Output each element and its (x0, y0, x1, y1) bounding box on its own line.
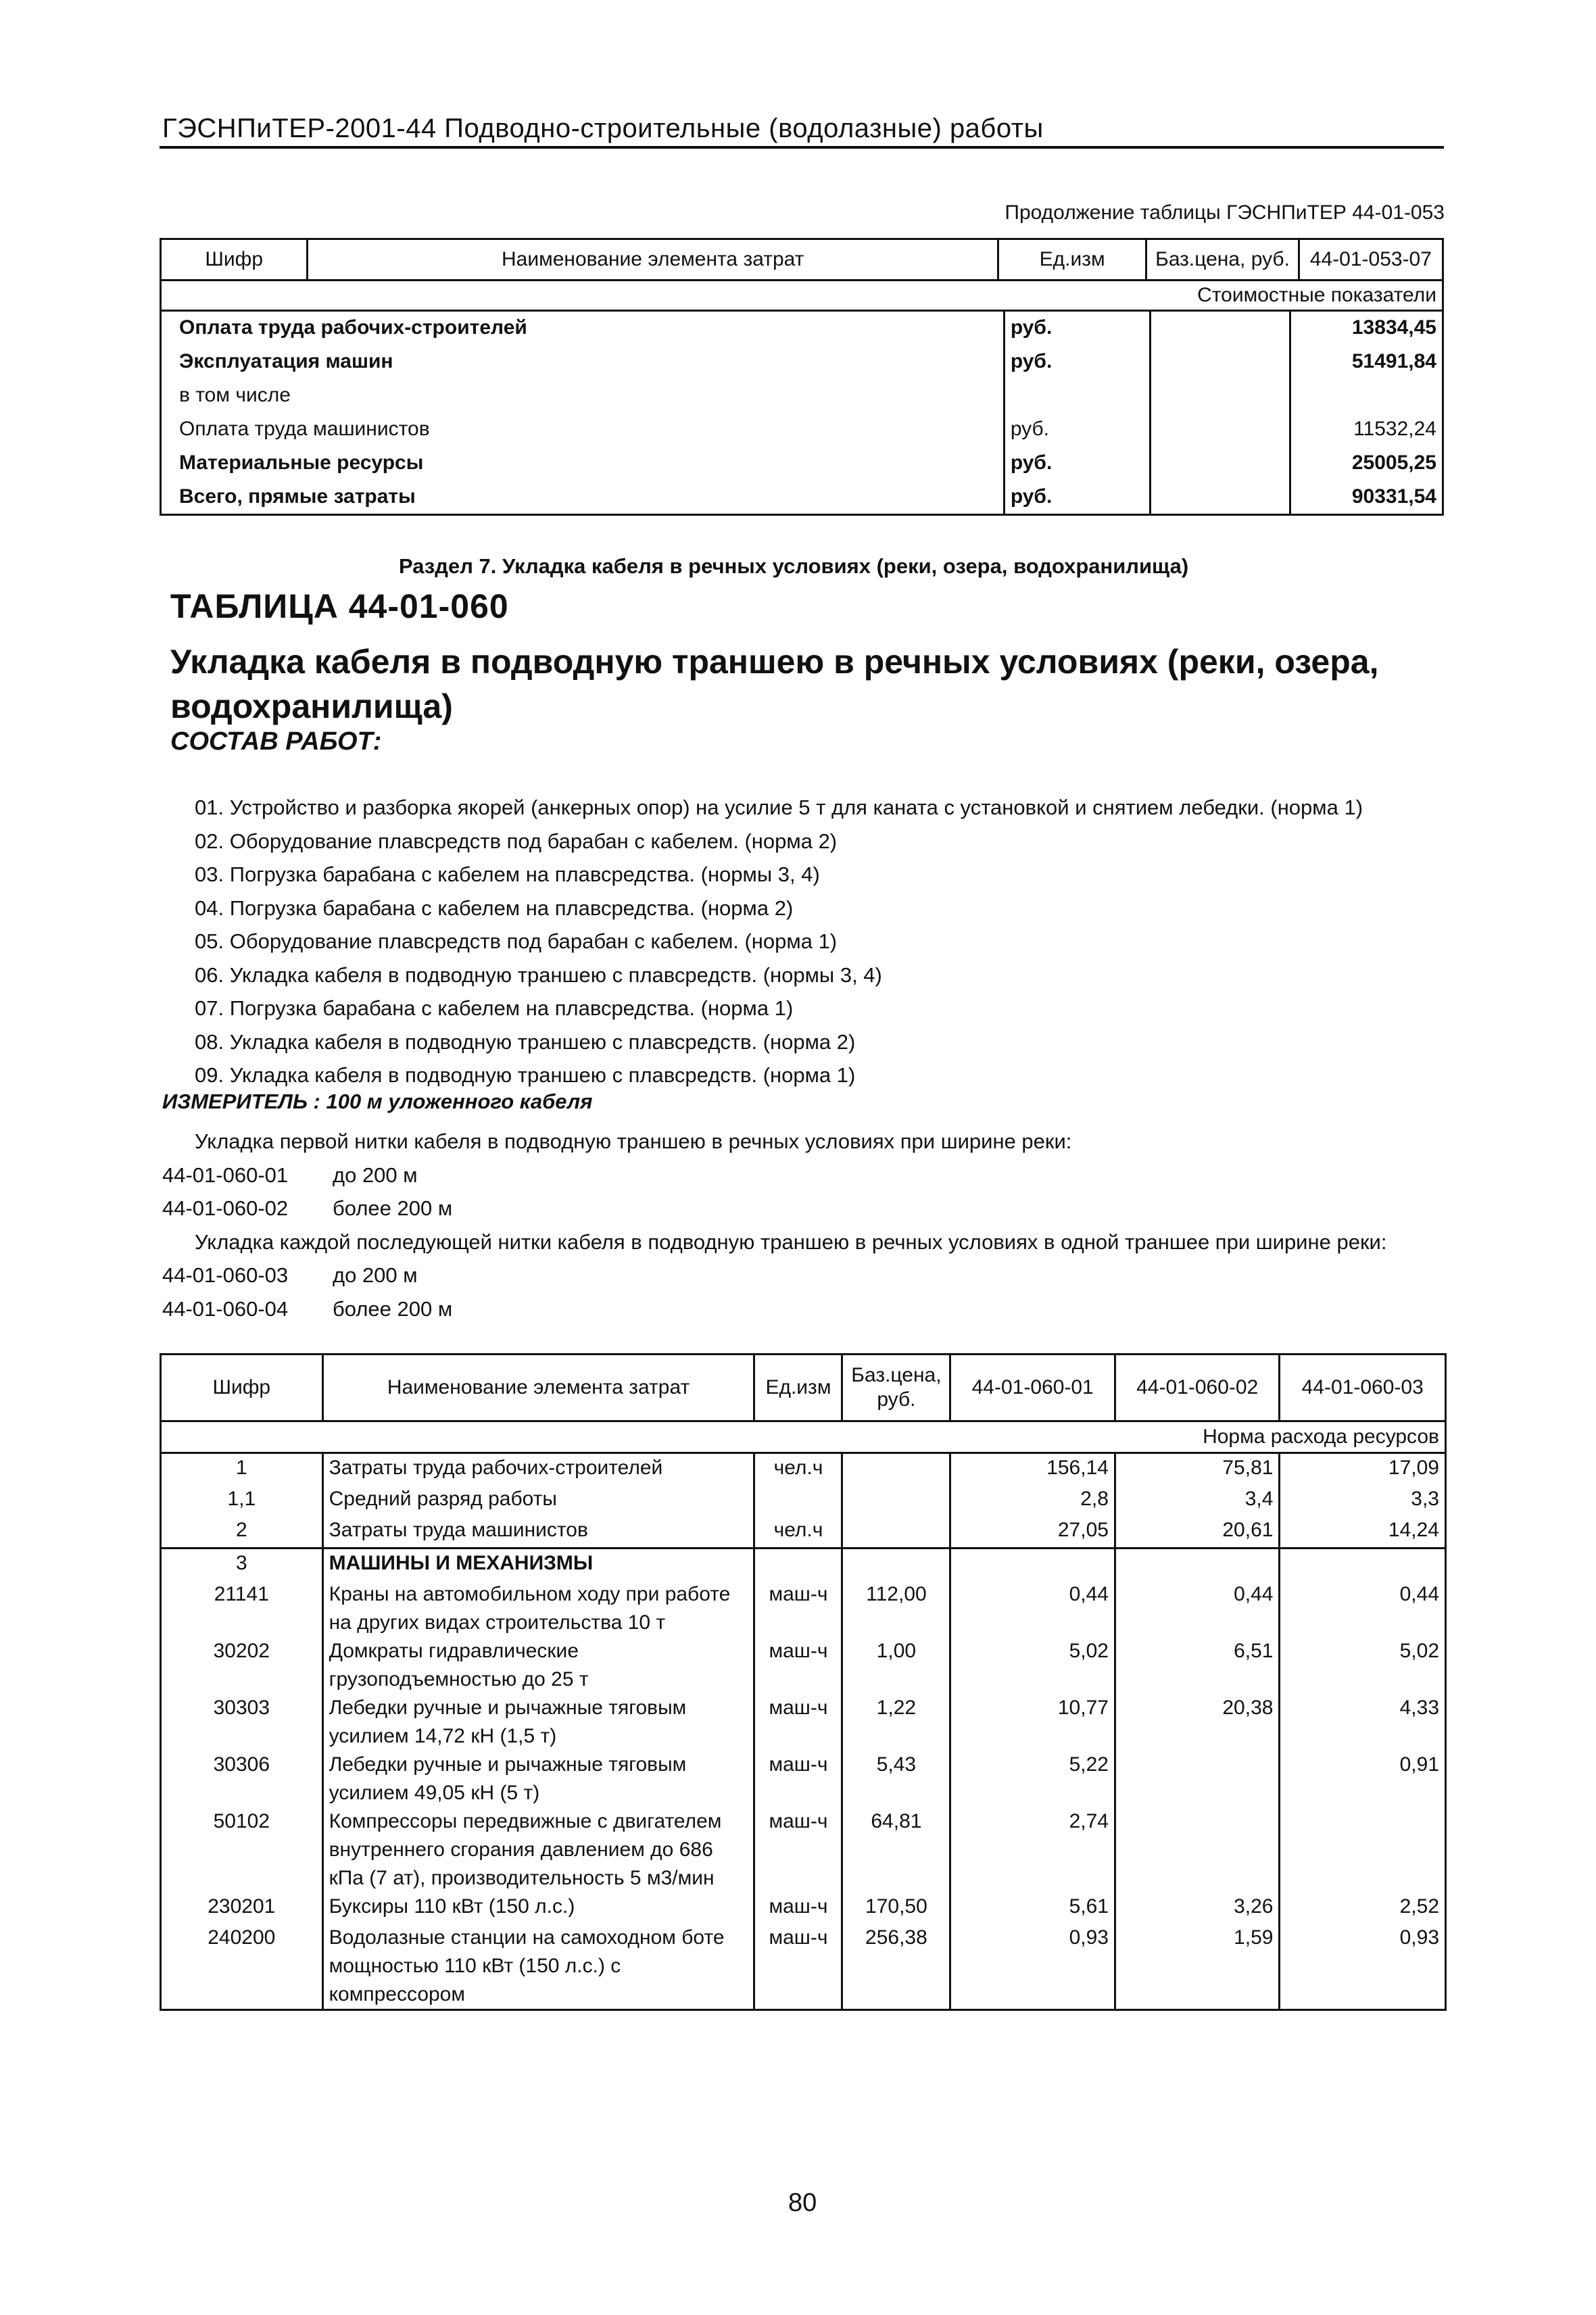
base-price-cell (842, 1549, 950, 1581)
unit-cell: маш-ч (754, 1807, 842, 1893)
table-row (161, 1485, 1446, 1516)
variant-item (162, 1159, 1386, 1192)
resource-name-cell: Лебедки ручные и рычажные тяговым усилием 14,72 кН (1,5 т) (322, 1694, 754, 1751)
norm-value-cell: 0,44 (950, 1580, 1115, 1637)
code-cell: 1 (161, 1453, 323, 1486)
header-cell: Наименование элемента затрат (308, 239, 998, 281)
unit-cell (1004, 379, 1150, 412)
norm-value-cell (950, 1549, 1115, 1581)
table-row (161, 1807, 1446, 1893)
code-cell: 21141 (161, 1580, 323, 1637)
code-cell: 240200 (161, 1924, 323, 2010)
norm-value-cell (1115, 1751, 1280, 1807)
cost-name-cell: Оплата труда рабочих-строителей (161, 311, 1005, 345)
table-row (161, 1924, 1446, 2010)
table-row (161, 1516, 1446, 1549)
subheader-cell: Норма расхода ресурсов (161, 1421, 1446, 1453)
header-cell: 44-01-060-02 (1115, 1355, 1280, 1421)
variant-text: до 200 м (333, 1163, 418, 1187)
header-cell: 44-01-060-03 (1280, 1355, 1446, 1421)
table-row (161, 345, 1443, 379)
norm-value-cell: 3,3 (1280, 1485, 1446, 1516)
unit-cell: маш-ч (754, 1924, 842, 2010)
base-price-cell (1151, 480, 1290, 515)
table-subheader-row (161, 1421, 1446, 1453)
unit-cell: маш-ч (754, 1751, 842, 1807)
norm-value-cell: 4,33 (1280, 1694, 1446, 1751)
base-price-cell: 1,00 (842, 1637, 950, 1694)
base-price-cell: 170,50 (842, 1893, 950, 1924)
header-cell: Баз.цена, руб. (1146, 239, 1299, 281)
work-item: 01. Устройство и разборка якорей (анкерных опор) на усилие 5 т для каната с установкой и снятием лебедки. (норма 1) (195, 796, 1363, 819)
work-item: 05. Оборудование плавсредств под барабан с кабелем. (норма 1) (195, 929, 838, 953)
resource-name-cell: Водолазные станции на самоходном боте мощностью 110 кВт (150 л.с.) с компрессором (322, 1924, 754, 2010)
base-price-cell: 256,38 (842, 1924, 950, 2010)
cost-name-cell: Материальные ресурсы (161, 446, 1005, 480)
base-price-cell (842, 1453, 950, 1486)
resource-name-cell: МАШИНЫ И МЕХАНИЗМЫ (322, 1549, 754, 1581)
norm-value-cell: 1,59 (1115, 1924, 1280, 2010)
unit-cell: руб. (1004, 345, 1150, 379)
base-price-cell (1151, 446, 1290, 480)
base-price-cell (1151, 311, 1290, 345)
norm-value-cell: 5,02 (1280, 1637, 1446, 1694)
variant-item (162, 1292, 1386, 1326)
norm-value-cell: 0,93 (950, 1924, 1115, 2010)
code-cell: 230201 (161, 1893, 323, 1924)
work-item: 07. Погрузка барабана с кабелем на плавсредства. (норма 1) (195, 996, 794, 1020)
code-cell: 30303 (161, 1694, 323, 1751)
variant-text: до 200 м (333, 1263, 418, 1287)
variant-intro: Укладка каждой последующей нитки кабеля в подводную траншею в речных условиях в одной траншее при ширине реки: (195, 1229, 1387, 1254)
value-cell: 11532,24 (1290, 412, 1443, 446)
variants-list (162, 1125, 1386, 1325)
cost-name-cell: Оплата труда машинистов (161, 412, 1005, 446)
base-price-cell (1151, 412, 1290, 446)
norm-value-cell: 0,44 (1115, 1580, 1280, 1637)
unit-cell: руб. (1004, 412, 1150, 446)
unit-cell: руб. (1004, 480, 1150, 515)
resource-name-cell: Лебедки ручные и рычажные тяговым усилием 49,05 кН (5 т) (322, 1751, 754, 1807)
resource-name-cell: Буксиры 110 кВт (150 л.с.) (322, 1893, 754, 1924)
unit-cell (754, 1485, 842, 1516)
variant-code: 44-01-060-02 (162, 1196, 289, 1220)
norm-value-cell (1115, 1807, 1280, 1893)
value-cell: 25005,25 (1290, 446, 1443, 480)
base-price-cell (842, 1516, 950, 1549)
unit-cell: маш-ч (754, 1694, 842, 1751)
norm-value-cell: 5,61 (950, 1893, 1115, 1924)
unit-cell: чел.ч (754, 1453, 842, 1486)
header-cell: 44-01-053-07 (1299, 239, 1443, 281)
unit-cell: руб. (1004, 311, 1150, 345)
work-item: 04. Погрузка барабана с кабелем на плавсредства. (норма 2) (195, 896, 794, 920)
code-cell: 1,1 (161, 1485, 323, 1516)
norm-value-cell: 20,38 (1115, 1694, 1280, 1751)
table-row (161, 1751, 1446, 1807)
cost-name-cell: Эксплуатация машин (161, 345, 1005, 379)
resource-name-cell: Домкраты гидравлические грузоподъемностью до 25 т (322, 1637, 754, 1694)
norm-value-cell (1115, 1549, 1280, 1581)
norm-value-cell: 3,4 (1115, 1485, 1280, 1516)
work-item: 06. Укладка кабеля в подводную траншею с плавсредств. (нормы 3, 4) (195, 962, 882, 987)
resource-name-cell: Затраты труда рабочих-строителей (322, 1453, 754, 1486)
table-title: Укладка кабеля в подводную траншею в речных условиях (реки, озера, водохранилища) (170, 643, 1379, 725)
page-header-title: ГЭСНПиТЕР-2001-44 Подводно-строительные (водолазные) работы (162, 114, 1044, 143)
table-row (161, 1549, 1446, 1581)
table-header-row (161, 239, 1443, 281)
resource-name-cell: Затраты труда машинистов (322, 1516, 754, 1549)
table-code: ТАБЛИЦА 44-01-060 (170, 587, 509, 625)
cost-table-body (160, 311, 1444, 516)
variant-text: более 200 м (333, 1196, 453, 1220)
works-composition-label: СОСТАВ РАБОТ: (170, 727, 382, 756)
table-row (161, 1893, 1446, 1924)
variant-item (162, 1259, 1386, 1292)
base-price-cell: 112,00 (842, 1580, 950, 1637)
norm-value-cell: 0,44 (1280, 1580, 1446, 1637)
unit-cell: маш-ч (754, 1580, 842, 1637)
norm-value-cell: 14,24 (1280, 1516, 1446, 1549)
table-row (161, 480, 1443, 515)
norm-value-cell: 10,77 (950, 1694, 1115, 1751)
norm-value-cell: 17,09 (1280, 1453, 1446, 1486)
resource-name-cell: Средний разряд работы (322, 1485, 754, 1516)
header-cell: Ед.изм (998, 239, 1146, 281)
table-row (161, 1694, 1446, 1751)
norm-value-cell (1280, 1807, 1446, 1893)
norm-value-cell: 5,22 (950, 1751, 1115, 1807)
unit-cell: руб. (1004, 446, 1150, 480)
norm-value-cell: 3,26 (1115, 1893, 1280, 1924)
code-cell: 50102 (161, 1807, 323, 1893)
variant-intro: Укладка первой нитки кабеля в подводную траншею в речных условиях при ширине реки: (195, 1129, 1072, 1153)
works-list (195, 791, 1363, 1092)
norm-value-cell: 5,02 (950, 1637, 1115, 1694)
table-subheader-row (161, 281, 1443, 311)
value-cell (1290, 379, 1443, 412)
work-item: 03. Погрузка барабана с кабелем на плавсредства. (нормы 3, 4) (195, 862, 820, 886)
variant-code: 44-01-060-01 (162, 1163, 289, 1187)
header-cell: Баз.цена, руб. (842, 1355, 950, 1421)
table-row (161, 379, 1443, 412)
subheader-cell: Стоимостные показатели (161, 281, 1443, 311)
cost-table-44-01-053 (160, 238, 1444, 312)
unit-cell: чел.ч (754, 1516, 842, 1549)
table-row (161, 311, 1443, 345)
code-cell: 2 (161, 1516, 323, 1549)
norm-value-cell: 27,05 (950, 1516, 1115, 1549)
table-row (161, 1453, 1446, 1486)
section-title: Раздел 7. Укладка кабеля в речных условиях (реки, озера, водохранилища) (399, 554, 1189, 578)
norm-value-cell: 2,74 (950, 1807, 1115, 1893)
work-item: 08. Укладка кабеля в подводную траншею с плавсредств. (норма 2) (195, 1029, 856, 1054)
variant-item (162, 1192, 1386, 1225)
base-price-cell: 64,81 (842, 1807, 950, 1893)
page-number: 80 (788, 2189, 817, 2217)
work-item: 02. Оборудование плавсредств под барабан с кабелем. (норма 2) (195, 829, 838, 853)
code-cell: 30202 (161, 1637, 323, 1694)
norm-value-cell (1280, 1549, 1446, 1581)
table-row (161, 1637, 1446, 1694)
base-price-cell: 1,22 (842, 1694, 950, 1751)
header-rule (160, 146, 1444, 149)
header-cell: 44-01-060-01 (950, 1355, 1115, 1421)
code-cell: 3 (161, 1549, 323, 1581)
value-cell: 90331,54 (1290, 480, 1443, 515)
resource-name-cell: Компрессоры передвижные с двигателем внутреннего сгорания давлением до 686 кПа (7 ат), производительность 5 м3/мин (322, 1807, 754, 1893)
resource-norms-table (160, 1353, 1447, 2011)
unit-cell: маш-ч (754, 1893, 842, 1924)
norm-value-cell: 0,93 (1280, 1924, 1446, 2010)
norm-value-cell: 75,81 (1115, 1453, 1280, 1486)
header-cell: Шифр (161, 239, 308, 281)
variant-code: 44-01-060-03 (162, 1263, 289, 1287)
base-price-cell: 5,43 (842, 1751, 950, 1807)
header-cell: Наименование элемента затрат (322, 1355, 754, 1421)
header-cell: Ед.изм (754, 1355, 842, 1421)
value-cell: 13834,45 (1290, 311, 1443, 345)
code-cell: 30306 (161, 1751, 323, 1807)
variant-code: 44-01-060-04 (162, 1296, 289, 1321)
table-row (161, 1580, 1446, 1637)
continuation-note: Продолжение таблицы ГЭСНПиТЕР 44-01-053 (1005, 201, 1445, 224)
resource-name-cell: Краны на автомобильном ходу при работе на других видах строительства 10 т (322, 1580, 754, 1637)
unit-cell: маш-ч (754, 1637, 842, 1694)
base-price-cell (1151, 345, 1290, 379)
work-item: 09. Укладка кабеля в подводную траншею с плавсредств. (норма 1) (195, 1063, 856, 1087)
value-cell: 51491,84 (1290, 345, 1443, 379)
base-price-cell (1151, 379, 1290, 412)
table-row (161, 412, 1443, 446)
norm-value-cell: 20,61 (1115, 1516, 1280, 1549)
norm-value-cell: 6,51 (1115, 1637, 1280, 1694)
base-price-cell (842, 1485, 950, 1516)
norm-value-cell: 2,8 (950, 1485, 1115, 1516)
norm-value-cell: 2,52 (1280, 1893, 1446, 1924)
cost-name-cell: Всего, прямые затраты (161, 480, 1005, 515)
unit-cell (754, 1549, 842, 1581)
norm-value-cell: 0,91 (1280, 1751, 1446, 1807)
table-row (161, 446, 1443, 480)
table-header-row (161, 1355, 1446, 1421)
norm-value-cell: 156,14 (950, 1453, 1115, 1486)
measure-unit: ИЗМЕРИТЕЛЬ : 100 м уложенного кабеля (162, 1090, 593, 1113)
cost-name-cell: в том числе (161, 379, 1005, 412)
header-cell: Шифр (161, 1355, 323, 1421)
variant-text: более 200 м (333, 1296, 453, 1321)
